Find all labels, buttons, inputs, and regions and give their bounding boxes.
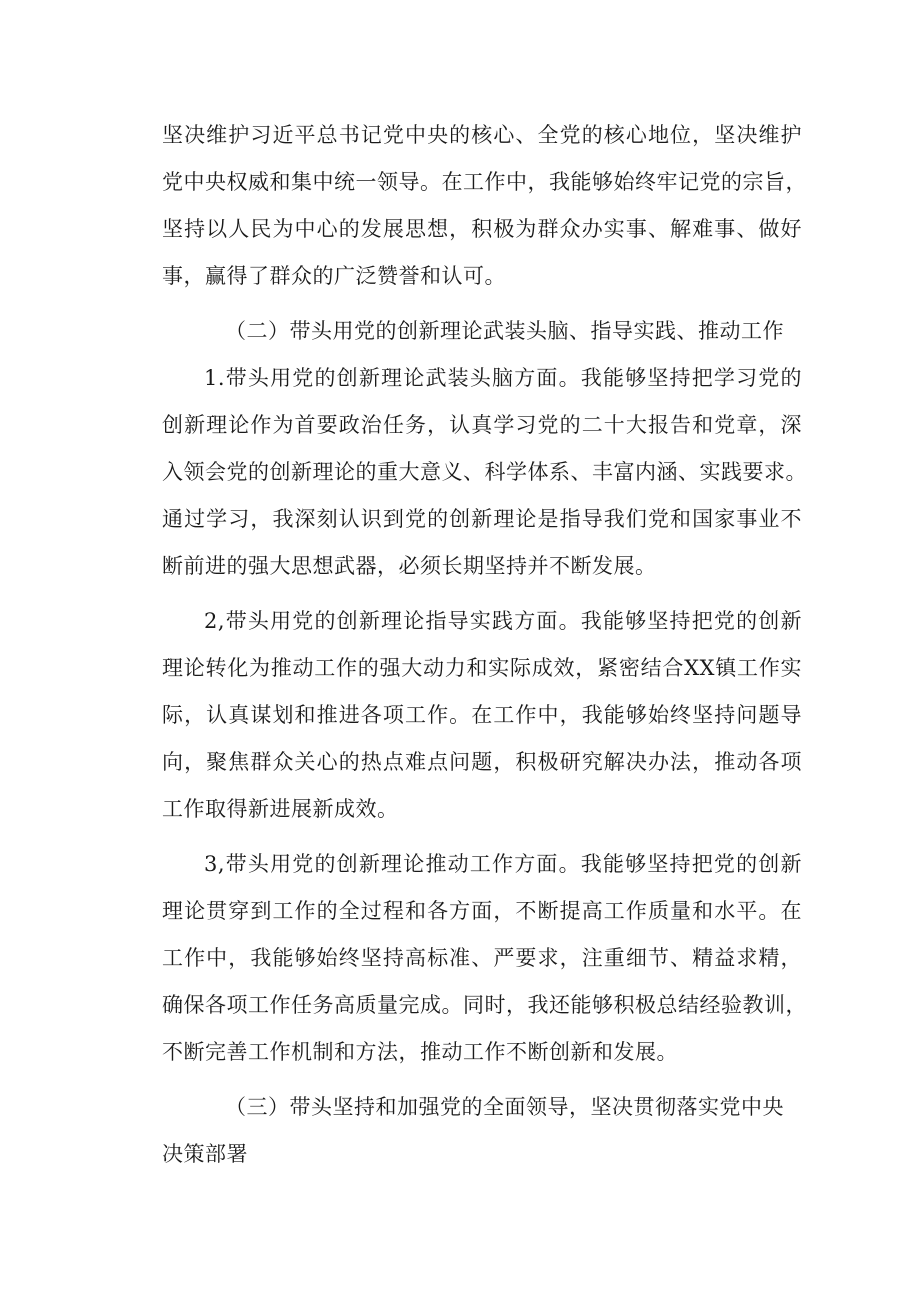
text-line: 理论贯穿到工作的全过程和各方面，不断提高工作质量和水平。在 [162, 899, 802, 923]
text-line: 党中央权威和集中统一领导。在工作中，我能够始终牢记党的宗旨， [162, 170, 807, 194]
text-line: 确保各项工作任务高质量完成。同时，我还能够积极总结经验教训， [162, 993, 807, 1017]
paragraph-item-1 [162, 355, 807, 590]
paragraph-item-2 [162, 598, 802, 833]
text-line: 入领会党的创新理论的重大意义、科学体系、丰富内涵、实践要求。 [162, 460, 807, 484]
text-line: 通过学习，我深刻认识到党的创新理论是指导我们党和国家事业不 [162, 507, 802, 531]
paragraph-item-3 [162, 841, 807, 1076]
heading-line: （二）带头用党的创新理论武装头脑、指导实践、推动工作 [225, 319, 784, 343]
text-line: 事，赢得了群众的广泛赞誉和认可。 [162, 264, 506, 288]
paragraph-spacer [162, 833, 802, 841]
text-line: 理论转化为推动工作的强大动力和实际成效，紧密结合XX镇工作实 [162, 656, 802, 680]
document-body [162, 112, 807, 1178]
text-line: 工作取得新进展新成效。 [162, 797, 399, 821]
text-line: 坚决维护习近平总书记党中央的核心、全党的核心地位，坚决维护 [162, 123, 802, 147]
paragraph-spacer [162, 590, 802, 598]
text-line: 2,带头用党的创新理论指导实践方面。我能够坚持把党的创新 [204, 609, 802, 633]
text-line: 不断完善工作机制和方法，推动工作不断创新和发展。 [162, 1040, 678, 1064]
heading-line: （三）带头坚持和加强党的全面领导，坚决贯彻落实党中央 [225, 1095, 784, 1119]
paragraph-spacer [162, 300, 802, 308]
heading-line: 决策部署 [162, 1142, 248, 1166]
text-line: 创新理论作为首要政治任务，认真学习党的二十大报告和党章，深 [162, 413, 802, 437]
text-line: 3,带头用党的创新理论推动工作方面。我能够坚持把党的创新 [204, 852, 802, 876]
paragraph-spacer [162, 1076, 802, 1084]
section-heading-2 [162, 308, 802, 355]
text-line: 断前进的强大思想武器，必须长期坚持并不断发展。 [162, 554, 657, 578]
text-line: 向，聚焦群众关心的热点难点问题，积极研究解决办法，推动各项 [162, 750, 802, 774]
section-heading-3 [162, 1084, 802, 1178]
paragraph-loyalty [162, 112, 807, 300]
text-line: 1.带头用党的创新理论武装头脑方面。我能够坚持把学习党的 [204, 366, 802, 390]
text-line: 坚持以人民为中心的发展思想，积极为群众办实事、解难事、做好 [162, 217, 802, 241]
text-line: 工作中，我能够始终坚持高标准、严要求，注重细节、精益求精， [162, 946, 802, 970]
text-line: 际，认真谋划和推进各项工作。在工作中，我能够始终坚持问题导 [162, 703, 802, 727]
